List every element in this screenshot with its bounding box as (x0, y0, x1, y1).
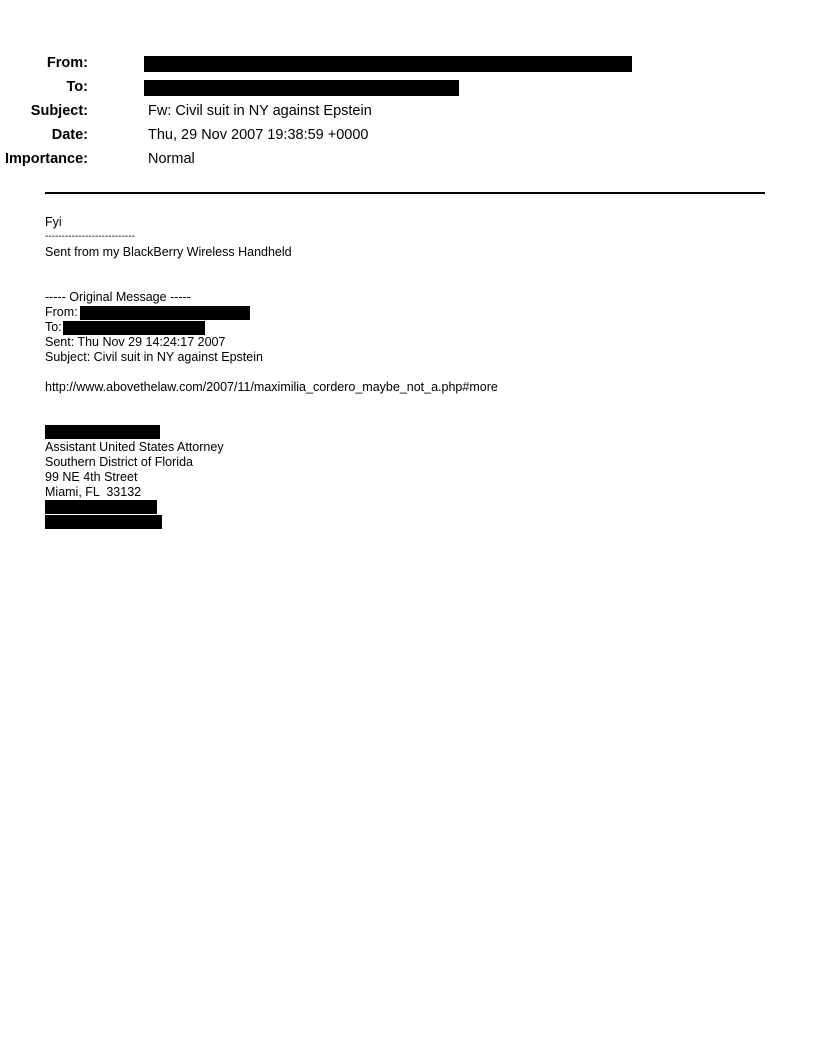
redaction-signature-name (45, 425, 160, 439)
header-date-value: Thu, 29 Nov 2007 19:38:59 +0000 (148, 127, 369, 143)
header-importance-label: Importance: (5, 151, 88, 167)
original-to-row (45, 320, 62, 335)
redaction-original-from (80, 306, 250, 320)
header-importance-value: Normal (148, 151, 195, 167)
original-to-label: To: (45, 320, 62, 334)
signature-street: 99 NE 4th Street (45, 470, 138, 484)
original-from-row (45, 305, 78, 320)
redaction-from (144, 56, 632, 72)
body-device-signature: Sent from my BlackBerry Wireless Handheld (45, 245, 292, 259)
header-subject-row (0, 100, 760, 122)
original-sent: Sent: Thu Nov 29 14:24:17 2007 (45, 335, 226, 349)
header-to-label: To: (66, 79, 88, 95)
original-subject: Subject: Civil suit in NY against Epstein (45, 350, 263, 364)
redaction-signature-email (45, 515, 162, 529)
signature-office: Southern District of Florida (45, 455, 193, 469)
header-subject-value: Fw: Civil suit in NY against Epstein (148, 103, 372, 119)
redaction-to (144, 80, 459, 96)
original-message-header: ----- Original Message ----- (45, 290, 191, 304)
original-from-label: From: (45, 305, 78, 319)
redaction-signature-phone (45, 500, 157, 514)
body-separator: --------------------------- (45, 231, 135, 242)
header-date-label: Date: (51, 127, 88, 143)
signature-city: Miami, FL 33132 (45, 485, 142, 499)
header-importance-row (0, 148, 760, 170)
header-subject-label: Subject: (30, 103, 88, 119)
header-divider (45, 192, 765, 194)
header-from-label: From: (46, 55, 88, 71)
signature-title: Assistant United States Attorney (45, 440, 224, 454)
body-link[interactable]: http://www.abovethelaw.com/2007/11/maximilia_cordero_maybe_not_a.php#more (45, 380, 498, 394)
redaction-original-to (63, 321, 205, 335)
header-date-row (0, 124, 760, 146)
body-greeting: Fyi (45, 215, 62, 229)
